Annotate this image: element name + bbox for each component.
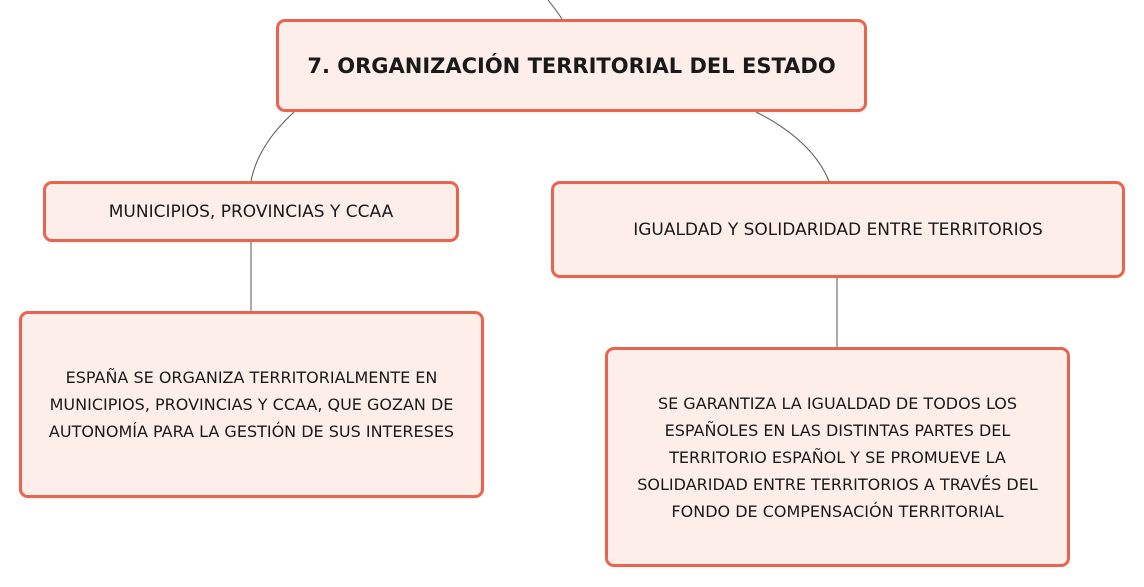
detail-text-municipios: ESPAÑA SE ORGANIZA TERRITORIALMENTE EN MUNICIPIOS, PROVINCIAS Y CCAA, QUE GOZAN DE AUTONOMÍA PARA LA GESTIÓN DE SUS INTERESES xyxy=(48,368,455,441)
connector-parent-to-root xyxy=(548,0,562,19)
connector-root-to-right-branch xyxy=(756,112,829,181)
branch-label-igualdad: IGUALDAD Y SOLIDARIDAD ENTRE TERRITORIOS xyxy=(633,219,1043,240)
detail-text-igualdad: SE GARANTIZA LA IGUALDAD DE TODOS LOS ESPAÑOLES EN LAS DISTINTAS PARTES DEL TERRITORIO ESPAÑOL Y SE PROMUEVE LA SOLIDARIDAD ENTRE TERRITORIOS A TRAVÉS DEL FONDO DE COMPENSACIÓN TERRITORIAL xyxy=(637,393,1038,521)
branch-node-igualdad[interactable] xyxy=(551,181,1125,278)
connector-root-to-left-branch xyxy=(251,112,294,181)
detail-node-municipios[interactable] xyxy=(19,311,484,498)
branch-label-municipios: MUNICIPIOS, PROVINCIAS Y CCAA xyxy=(108,201,394,222)
branch-node-municipios[interactable] xyxy=(43,181,459,242)
root-topic-title: 7. ORGANIZACIÓN TERRITORIAL DEL ESTADO xyxy=(307,53,836,78)
root-topic-node[interactable] xyxy=(276,19,867,112)
detail-node-igualdad[interactable] xyxy=(605,347,1070,567)
